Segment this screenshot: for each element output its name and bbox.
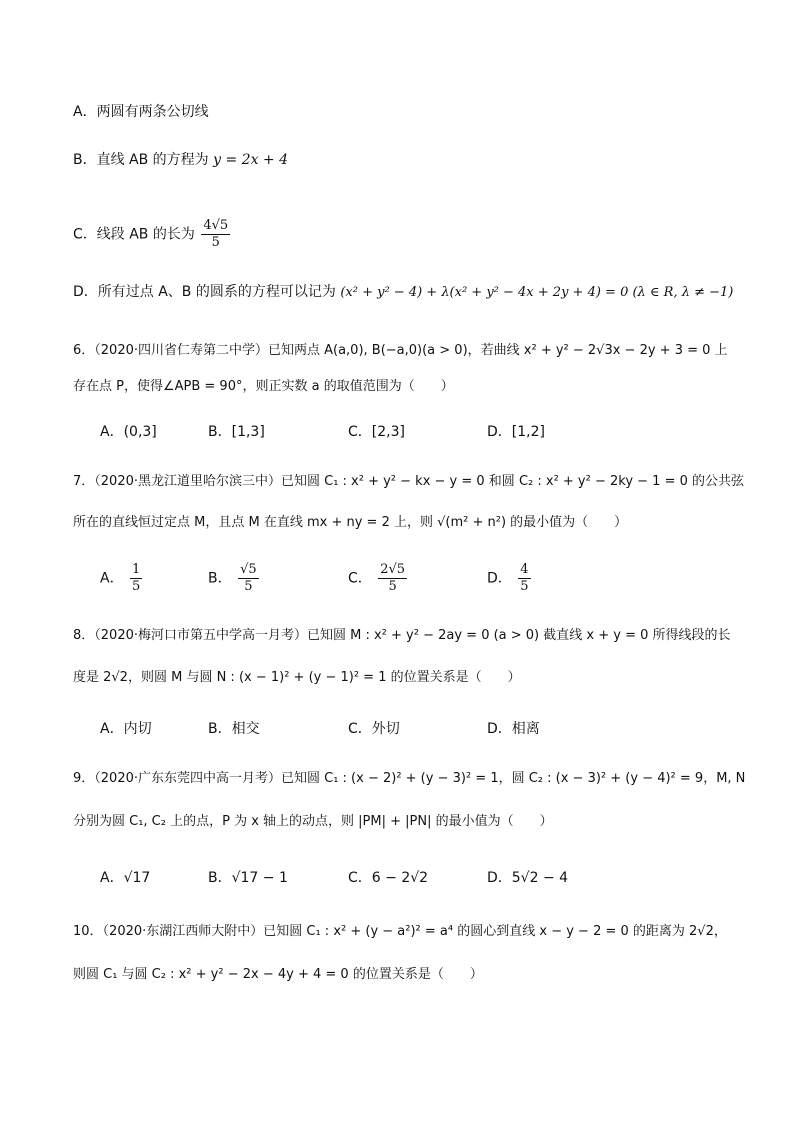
fraction-denominator: 5 <box>388 579 397 594</box>
q5-option-c-fraction <box>201 218 230 251</box>
q8-option-a: A．内切 <box>100 721 152 737</box>
q6-option-c: C．[2,3] <box>348 424 405 440</box>
q7-option-c <box>348 562 409 595</box>
option-fraction <box>378 562 407 595</box>
q5-option-b-math: y = 2x + 4 <box>213 152 289 168</box>
q5-option-d-math: (x² + y² − 4) + λ(x² + y² − 4x + 2y + 4) = 0 (λ ∈ R, λ ≠ −1) <box>340 285 734 300</box>
q5-option-b-text: B．直线 AB 的方程为 <box>73 152 209 168</box>
q5-option-c <box>73 218 232 251</box>
q9-option-b: B．√17 − 1 <box>208 870 288 886</box>
q8-stem-line2: 度是 2√2，则圆 M 与圆 N : (x − 1)² + (y − 1)² = 1 的位置关系是（ ） <box>73 670 521 685</box>
fraction-numerator: 4 <box>520 562 529 577</box>
q7-option-a <box>100 562 144 595</box>
fraction-denominator: 5 <box>211 235 220 250</box>
option-label: D． <box>487 570 512 587</box>
option-fraction <box>518 562 530 595</box>
q9-stem-line1: 9．（2020·广东东莞四中高一月考）已知圆 C₁ : (x − 2)² + (y − 3)² = 1，圆 C₂ : (x − 3)² + (y − 4)² = 9，M, N <box>73 771 746 786</box>
q5-option-d <box>73 282 733 303</box>
q5-option-b <box>73 150 288 170</box>
fraction-numerator: 2√5 <box>380 562 406 577</box>
option-fraction <box>130 562 142 595</box>
q6-stem-line2: 存在点 P，使得∠APB = 90°，则正实数 a 的取值范围为（ ） <box>73 379 454 394</box>
q8-option-d: D．相离 <box>487 721 540 737</box>
q7-option-b <box>208 562 261 595</box>
q9-option-a: A．√17 <box>100 870 151 886</box>
q9-stem-line2: 分别为圆 C₁, C₂ 上的点，P 为 x 轴上的动点，则 |PM| + |PN| 的最小值为（ ） <box>73 814 553 829</box>
q9-option-d: D．5√2 − 4 <box>487 870 569 886</box>
q9-option-c: C．6 − 2√2 <box>348 870 429 886</box>
option-fraction <box>238 562 259 595</box>
q6-option-d: D．[1,2] <box>487 424 545 440</box>
q5-option-d-text: D．所有过点 A、B 的圆系的方程可以记为 <box>73 284 336 300</box>
q8-stem-line1: 8．（2020·梅河口市第五中学高一月考）已知圆 M : x² + y² − 2ay = 0 (a > 0) 截直线 x + y = 0 所得线段的长 <box>73 628 731 643</box>
q7-stem-line1: 7．（2020·黑龙江道里哈尔滨三中）已知圆 C₁ : x² + y² − kx − y = 0 和圆 C₂ : x² + y² − 2ky − 1 = 0 的公共弦 <box>73 474 745 489</box>
fraction-denominator: 5 <box>520 579 529 594</box>
q7-option-d <box>487 562 533 595</box>
option-label: A． <box>100 570 124 587</box>
q8-option-c: C．外切 <box>348 721 400 737</box>
option-label: B． <box>208 570 232 587</box>
fraction-numerator: 1 <box>132 562 141 577</box>
fraction-numerator: 4√5 <box>203 218 229 233</box>
fraction-denominator: 5 <box>244 579 253 594</box>
q7-stem-line2: 所在的直线恒过定点 M，且点 M 在直线 mx + ny = 2 上，则 √(m² + n²) 的最小值为（ ） <box>73 515 628 530</box>
q6-option-a: A．(0,3] <box>100 424 157 440</box>
q10-stem-line2: 则圆 C₁ 与圆 C₂ : x² + y² − 2x − 4y + 4 = 0 的位置关系是（ ） <box>73 967 483 982</box>
fraction-numerator: √5 <box>240 562 257 577</box>
q6-option-b: B．[1,3] <box>208 424 265 440</box>
q10-stem-line1: 10．（2020·东湖江西师大附中）已知圆 C₁ : x² + (y − a²)² = a⁴ 的圆心到直线 x − y − 2 = 0 的距离为 2√2， <box>73 924 727 939</box>
q6-stem-line1: 6．（2020·四川省仁寿第二中学）已知两点 A(a,0), B(−a,0)(a > 0)，若曲线 x² + y² − 2√3x − 2y + 3 = 0 上 <box>73 343 728 358</box>
q8-option-b: B．相交 <box>208 721 260 737</box>
fraction-denominator: 5 <box>132 579 141 594</box>
option-label: C． <box>348 570 372 587</box>
q5-option-a: A．两圆有两条公切线 <box>73 104 209 120</box>
q5-option-c-text: C．线段 AB 的长为 <box>73 226 195 243</box>
